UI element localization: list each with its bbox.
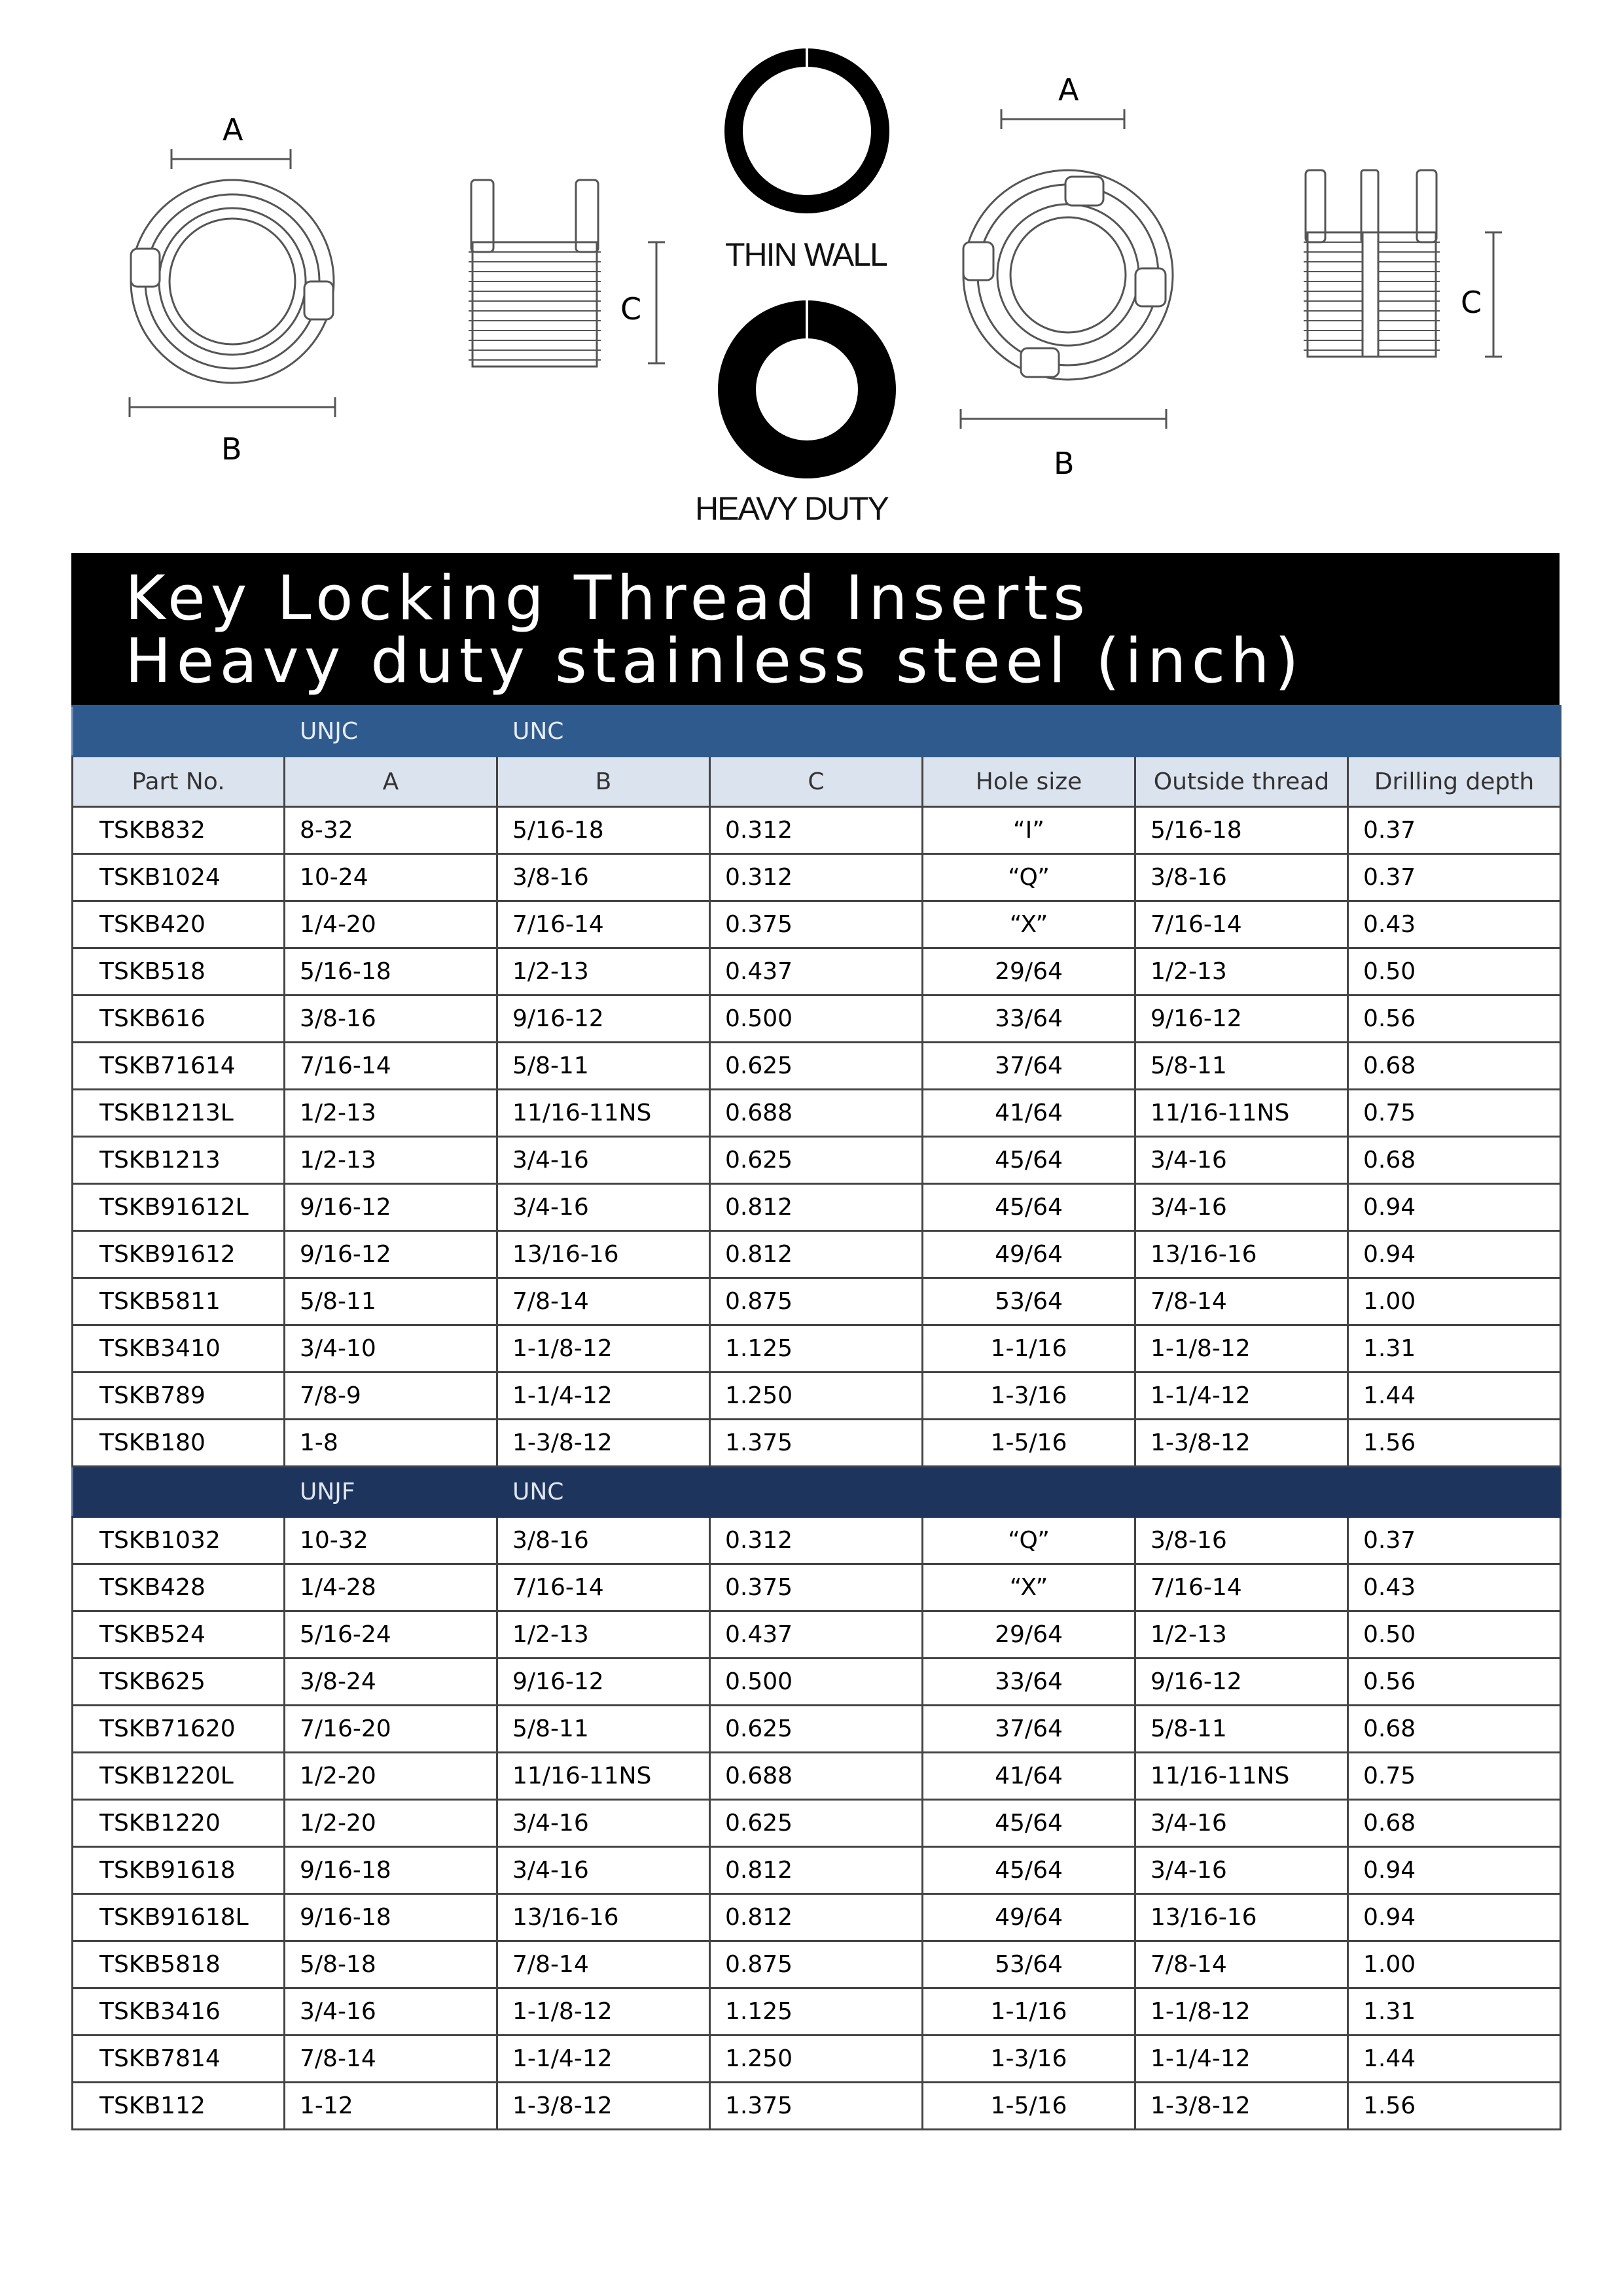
table-cell: 11/16-11NS [497,1753,710,1800]
table-row [73,1847,1561,1894]
table-cell: 0.37 [1348,807,1561,854]
heavy-duty-ring [718,298,896,478]
part-number-cell: TSKB3416 [73,1988,285,2036]
table-row [73,948,1561,996]
table-cell: 1/2-20 [285,1800,497,1847]
part-number-cell: TSKB1220L [73,1753,285,1800]
table-cell: 1/2-13 [1135,1611,1348,1659]
table-row [73,2083,1561,2130]
part-number-cell: TSKB71614 [73,1043,285,1090]
table-row [73,1420,1561,1467]
table-cell: 10-32 [285,1517,497,1564]
table-cell: 0.688 [710,1753,923,1800]
right-dim-b-label: B [1054,446,1075,481]
table-cell: 1-1/4-12 [497,2036,710,2083]
table-cell: 0.875 [710,1941,923,1988]
left-insert-side-view [469,180,665,367]
unjc-group-header [73,706,1561,757]
table-cell: 0.68 [1348,1706,1561,1753]
table-cell: “X” [923,1564,1135,1611]
table-row [73,2036,1561,2083]
column-header: Outside thread [1135,757,1348,807]
table-cell: 1-3/8-12 [1135,1420,1348,1467]
table-cell: 5/8-11 [285,1278,497,1325]
table-cell: 1/2-13 [285,1137,497,1184]
table-row [73,901,1561,948]
table-cell: 0.812 [710,1847,923,1894]
part-number-cell: TSKB91612L [73,1184,285,1231]
table-cell: 1.125 [710,1325,923,1372]
table-cell: 0.625 [710,1706,923,1753]
table-cell: 0.688 [710,1090,923,1137]
column-header: C [710,757,923,807]
column-header: A [285,757,497,807]
table-cell: 9/16-12 [285,1184,497,1231]
spec-table [71,705,1561,2130]
column-header: Part No. [73,757,285,807]
table-cell: 3/4-10 [285,1325,497,1372]
group-header-col-b: UNC [497,706,1561,757]
table-cell: 5/16-18 [1135,807,1348,854]
table-cell: 5/16-24 [285,1611,497,1659]
table-cell: 7/8-14 [1135,1941,1348,1988]
table-cell: 0.812 [710,1894,923,1941]
table-cell: 0.94 [1348,1231,1561,1278]
table-row [73,1137,1561,1184]
table-cell: 1-5/16 [923,2083,1135,2130]
part-number-cell: TSKB1032 [73,1517,285,1564]
table-cell: 3/4-16 [1135,1800,1348,1847]
part-number-cell: TSKB91612 [73,1231,285,1278]
title-line-2: Heavy duty stainless steel (inch) [125,626,1304,697]
table-cell: 0.56 [1348,996,1561,1043]
table-cell: 10-24 [285,854,497,901]
part-number-cell: TSKB112 [73,2083,285,2130]
table-cell: 5/8-11 [1135,1706,1348,1753]
table-cell: 0.812 [710,1231,923,1278]
table-cell: 3/8-16 [497,1517,710,1564]
table-cell: 5/16-18 [497,807,710,854]
table-cell: 1/2-13 [1135,948,1348,996]
table-cell: 1-1/16 [923,1325,1135,1372]
table-cell: 33/64 [923,1659,1135,1706]
table-cell: 1-1/8-12 [1135,1988,1348,2036]
thin-wall-ring [724,46,889,213]
table-cell: 0.312 [710,854,923,901]
table-cell: 1.375 [710,1420,923,1467]
table-cell: 0.75 [1348,1753,1561,1800]
part-number-cell: TSKB524 [73,1611,285,1659]
part-number-cell: TSKB1213 [73,1137,285,1184]
table-cell: 1.125 [710,1988,923,2036]
table-cell: 0.875 [710,1278,923,1325]
table-cell: 9/16-12 [497,1659,710,1706]
table-cell: 0.625 [710,1800,923,1847]
table-cell: 1.00 [1348,1278,1561,1325]
table-row [73,1941,1561,1988]
table-cell: 3/4-16 [497,1847,710,1894]
part-number-cell: TSKB625 [73,1659,285,1706]
column-header: B [497,757,710,807]
table-cell: 7/8-14 [497,1941,710,1988]
table-cell: 41/64 [923,1753,1135,1800]
table-cell: 1-3/16 [923,2036,1135,2083]
table-cell: 45/64 [923,1847,1135,1894]
table-cell: 0.437 [710,948,923,996]
table-cell: 0.500 [710,996,923,1043]
group-header-col-b: UNC [497,1467,1561,1517]
table-cell: 1-8 [285,1420,497,1467]
table-cell: 7/16-14 [497,901,710,948]
left-dim-c-label: C [620,291,642,327]
table-cell: 9/16-12 [1135,996,1348,1043]
table-cell: 13/16-16 [1135,1894,1348,1941]
heavy-duty-label: HEAVY DUTY [695,490,888,527]
table-cell: 1-1/8-12 [497,1325,710,1372]
part-number-cell: TSKB180 [73,1420,285,1467]
table-cell: 1/4-28 [285,1564,497,1611]
table-cell: 0.500 [710,1659,923,1706]
table-cell: 1-3/8-12 [497,2083,710,2130]
column-header: Drilling depth [1348,757,1561,807]
group-header-blank [73,706,285,757]
right-dim-a-label: A [1058,72,1079,107]
table-cell: 0.812 [710,1184,923,1231]
table-row [73,1372,1561,1420]
table-cell: 53/64 [923,1941,1135,1988]
table-cell: 0.68 [1348,1800,1561,1847]
table-cell: 1.56 [1348,1420,1561,1467]
unjf-group-header [73,1467,1561,1517]
table-cell: 33/64 [923,996,1135,1043]
table-cell: 13/16-16 [497,1894,710,1941]
table-cell: 0.94 [1348,1847,1561,1894]
table-cell: 7/8-14 [285,2036,497,2083]
part-number-cell: TSKB1213L [73,1090,285,1137]
part-number-cell: TSKB3410 [73,1325,285,1372]
table-cell: 0.94 [1348,1894,1561,1941]
table-cell: 3/8-16 [497,854,710,901]
table-cell: 9/16-12 [285,1231,497,1278]
group-header-col-a: UNJC [285,706,497,757]
table-row [73,807,1561,854]
table-cell: 49/64 [923,1894,1135,1941]
table-cell: 5/8-18 [285,1941,497,1988]
table-cell: 3/4-16 [1135,1137,1348,1184]
part-number-cell: TSKB5818 [73,1941,285,1988]
table-cell: 1.375 [710,2083,923,2130]
table-row [73,1753,1561,1800]
table-row [73,1517,1561,1564]
part-number-cell: TSKB616 [73,996,285,1043]
table-cell: 5/8-11 [1135,1043,1348,1090]
table-cell: 1/2-13 [497,948,710,996]
table-cell: 1-1/4-12 [497,1372,710,1420]
part-number-cell: TSKB71620 [73,1706,285,1753]
table-row [73,1988,1561,2036]
part-number-cell: TSKB1220 [73,1800,285,1847]
table-cell: “I” [923,807,1135,854]
table-cell: 1/4-20 [285,901,497,948]
table-row [73,996,1561,1043]
spec-table-body [73,706,1561,2130]
table-cell: 3/4-16 [497,1184,710,1231]
table-row [73,1184,1561,1231]
table-cell: 1-1/8-12 [497,1988,710,2036]
table-cell: 1-3/8-12 [1135,2083,1348,2130]
table-cell: 0.375 [710,901,923,948]
table-cell: 0.37 [1348,854,1561,901]
table-cell: 9/16-12 [497,996,710,1043]
table-cell: 1.44 [1348,2036,1561,2083]
table-cell: 0.375 [710,1564,923,1611]
title-line-1: Key Locking Thread Inserts [125,563,1091,634]
table-cell: 1.56 [1348,2083,1561,2130]
table-cell: 29/64 [923,1611,1135,1659]
part-number-cell: TSKB7814 [73,2036,285,2083]
table-cell: 3/8-16 [1135,854,1348,901]
table-cell: 3/4-16 [497,1800,710,1847]
part-number-cell: TSKB518 [73,948,285,996]
table-cell: 41/64 [923,1090,1135,1137]
table-row [73,1800,1561,1847]
column-header: Hole size [923,757,1135,807]
table-cell: 1-1/8-12 [1135,1325,1348,1372]
table-cell: 1-12 [285,2083,497,2130]
right-insert-top-view [961,109,1173,429]
table-cell: 1-3/8-12 [497,1420,710,1467]
table-cell: “X” [923,901,1135,948]
table-cell: 0.94 [1348,1184,1561,1231]
table-cell: 1-5/16 [923,1420,1135,1467]
table-cell: 7/16-14 [1135,1564,1348,1611]
table-cell: 1.31 [1348,1988,1561,2036]
part-number-cell: TSKB789 [73,1372,285,1420]
table-cell: 1.00 [1348,1941,1561,1988]
table-cell: 0.43 [1348,901,1561,948]
table-cell: 7/16-14 [1135,901,1348,948]
table-cell: 7/8-14 [1135,1278,1348,1325]
part-number-cell: TSKB1024 [73,854,285,901]
table-cell: 7/16-20 [285,1706,497,1753]
left-insert-top-view [130,149,335,417]
table-cell: 0.50 [1348,1611,1561,1659]
table-cell: 1.250 [710,2036,923,2083]
table-cell: 1/2-13 [497,1611,710,1659]
table-cell: 1/2-13 [285,1090,497,1137]
table-cell: 0.625 [710,1043,923,1090]
table-row [73,1894,1561,1941]
table-cell: 7/16-14 [497,1564,710,1611]
table-cell: 3/8-16 [1135,1517,1348,1564]
part-number-cell: TSKB832 [73,807,285,854]
table-cell: 45/64 [923,1184,1135,1231]
table-cell: 1-1/16 [923,1988,1135,2036]
table-cell: 3/4-16 [497,1137,710,1184]
table-cell: 0.37 [1348,1517,1561,1564]
table-cell: 5/8-11 [497,1043,710,1090]
table-cell: 7/8-14 [497,1278,710,1325]
table-cell: 7/16-14 [285,1043,497,1090]
table-cell: 7/8-9 [285,1372,497,1420]
title-block [71,553,1560,705]
table-cell: 3/8-24 [285,1659,497,1706]
table-cell: 9/16-18 [285,1894,497,1941]
table-cell: 0.50 [1348,948,1561,996]
table-cell: “Q” [923,1517,1135,1564]
table-cell: 9/16-12 [1135,1659,1348,1706]
table-row [73,1278,1561,1325]
table-cell: 0.68 [1348,1137,1561,1184]
table-cell: 3/4-16 [1135,1847,1348,1894]
table-row [73,854,1561,901]
part-number-cell: TSKB91618L [73,1894,285,1941]
table-cell: 5/16-18 [285,948,497,996]
table-cell: 1.31 [1348,1325,1561,1372]
right-dim-c-label: C [1461,285,1482,320]
table-cell: 11/16-11NS [497,1090,710,1137]
table-cell: 1-1/4-12 [1135,2036,1348,2083]
left-dim-a-label: A [223,112,243,147]
part-number-cell: TSKB420 [73,901,285,948]
table-cell: 8-32 [285,807,497,854]
table-cell: 1-3/16 [923,1372,1135,1420]
table-cell: 0.56 [1348,1659,1561,1706]
table-cell: 3/4-16 [285,1988,497,2036]
table-cell: 0.437 [710,1611,923,1659]
group-header-col-a: UNJF [285,1467,497,1517]
table-cell: 0.68 [1348,1043,1561,1090]
thin-wall-label: THIN WALL [725,236,887,273]
table-row [73,1325,1561,1372]
table-cell: 13/16-16 [1135,1231,1348,1278]
table-cell: 0.312 [710,1517,923,1564]
table-cell: 9/16-18 [285,1847,497,1894]
table-cell: 45/64 [923,1137,1135,1184]
table-cell: 29/64 [923,948,1135,996]
table-cell: 0.312 [710,807,923,854]
table-cell: 53/64 [923,1278,1135,1325]
table-cell: 37/64 [923,1043,1135,1090]
part-number-cell: TSKB91618 [73,1847,285,1894]
table-cell: 0.75 [1348,1090,1561,1137]
table-cell: 45/64 [923,1800,1135,1847]
table-row [73,1706,1561,1753]
part-number-cell: TSKB5811 [73,1278,285,1325]
table-row [73,1564,1561,1611]
table-cell: 11/16-11NS [1135,1753,1348,1800]
table-cell: 0.625 [710,1137,923,1184]
right-insert-side-view [1304,170,1502,357]
table-row [73,1231,1561,1278]
column-header-row [73,757,1561,807]
table-cell: 11/16-11NS [1135,1090,1348,1137]
table-cell: 1/2-20 [285,1753,497,1800]
table-cell: 1.44 [1348,1372,1561,1420]
technical-drawings [0,0,1623,543]
table-cell: 13/16-16 [497,1231,710,1278]
table-cell: 3/8-16 [285,996,497,1043]
group-header-blank [73,1467,285,1517]
table-cell: 1-1/4-12 [1135,1372,1348,1420]
part-number-cell: TSKB428 [73,1564,285,1611]
table-row [73,1611,1561,1659]
table-cell: 37/64 [923,1706,1135,1753]
table-cell: 0.43 [1348,1564,1561,1611]
table-cell: 5/8-11 [497,1706,710,1753]
table-cell: “Q” [923,854,1135,901]
table-row [73,1659,1561,1706]
table-cell: 3/4-16 [1135,1184,1348,1231]
table-row [73,1043,1561,1090]
left-dim-b-label: B [221,431,242,467]
table-row [73,1090,1561,1137]
table-cell: 1.250 [710,1372,923,1420]
table-cell: 49/64 [923,1231,1135,1278]
